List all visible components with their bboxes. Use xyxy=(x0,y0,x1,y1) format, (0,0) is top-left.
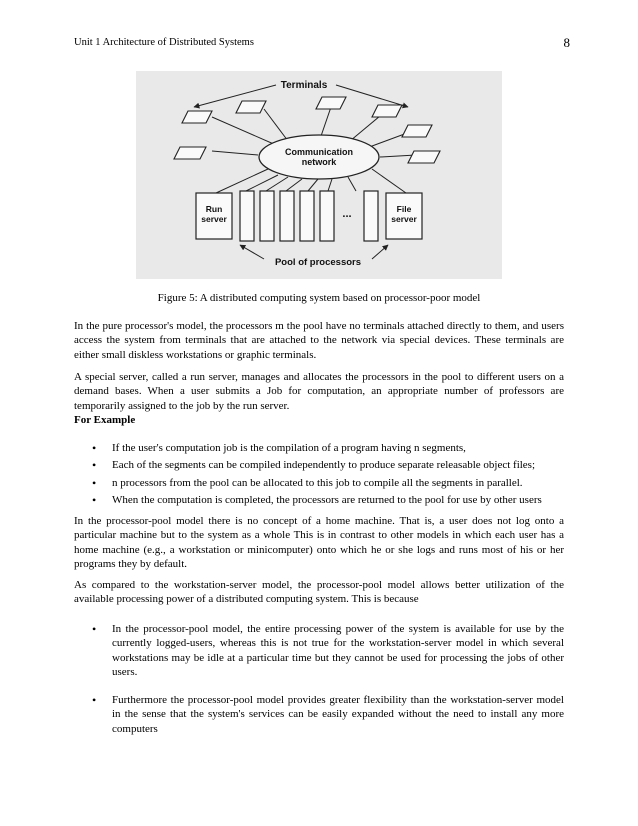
file-server-label-line2: server xyxy=(391,214,417,224)
terminals-arrow-right xyxy=(336,85,408,107)
processor-pool xyxy=(240,191,378,241)
network-label-line2: network xyxy=(301,157,337,167)
example-heading: For Example xyxy=(74,413,136,426)
paragraph-1-block xyxy=(74,319,564,362)
processor-6 xyxy=(364,191,378,241)
page-number: 8 xyxy=(563,35,570,50)
paragraph-4-block xyxy=(74,578,564,607)
run-server-label-line2: server xyxy=(201,214,227,224)
list-item: • In the processor-pool model, the entire processing power of the system is available for use by the currently logged-users, whereas this is not true for the workstation-server model in which several workstations may be idle at a particular time but they cannot be used for processing the jobs of other users. xyxy=(74,622,564,679)
terminal-6 xyxy=(174,147,206,159)
terminal-7 xyxy=(408,151,440,163)
paragraph-2-block xyxy=(74,370,564,427)
terminal-5 xyxy=(402,125,432,137)
example-list-block xyxy=(74,441,564,507)
list-item: • Furthermore the processor-pool model provides greater flexibility than the workstation-server model in the sense that the system's services can be easily expanded without the need to install any more computers xyxy=(74,693,564,736)
list-item: • If the user's computation job is the compilation of a program having n segments, xyxy=(74,441,564,455)
reasons-list xyxy=(74,622,564,736)
pool-arrow-left xyxy=(240,245,264,259)
terminal-3 xyxy=(316,97,346,109)
processor-1 xyxy=(240,191,254,241)
terminal-1 xyxy=(182,111,212,123)
pool-arrow-right xyxy=(372,245,388,259)
list-item: • When the computation is completed, the processors are returned to the pool for use by other users xyxy=(74,493,564,507)
header-title: Unit 1 Architecture of Distributed Systems xyxy=(74,37,254,48)
terminal-2 xyxy=(236,101,266,113)
network-label-line1: Communication xyxy=(284,147,354,157)
reasons-list-block xyxy=(74,622,564,736)
paragraph-2: A special server, called a run server, manages and allocates the processors in the pool to different users on a demand bases. When a user submits a Job for computation, an appropriate number of professors are temporarily assigned to the job by the run server. xyxy=(74,371,564,412)
file-server-label-line1: File xyxy=(396,204,412,214)
paragraph-3: In the processor-pool model there is no concept of a home machine. That is, a user does not log onto a particular machine but to the system as a whole This is in contrast to other models in which each user has a home machine (e.g., a workstation or minicomputer) onto which he or she logs and runs most of his or her programs they by default. xyxy=(74,515,564,570)
processor-4 xyxy=(300,191,314,241)
list-item: • Each of the segments can be compiled independently to produce separate releasable object files; xyxy=(74,458,564,472)
paragraph-4: As compared to the workstation-server model, the processor-pool model allows better utilization of the available processing power of a distributed computing system. This is because xyxy=(74,579,564,606)
figure-caption: Figure 5: A distributed computing system based on processor-poor model xyxy=(157,292,481,304)
paragraph-3-block xyxy=(74,514,564,571)
processor-5 xyxy=(320,191,334,241)
list-item: • n processors from the pool can be allocated to this job to compile all the segments in parallel. xyxy=(74,476,564,490)
example-list xyxy=(74,441,564,507)
terminal-4 xyxy=(372,105,402,117)
network-diagram xyxy=(136,71,502,279)
processor-3 xyxy=(280,191,294,241)
processor-ellipsis: ... xyxy=(342,208,352,220)
paragraph-1: In the pure processor's model, the processors m the pool have no terminals attached directly to them, and users access the system from terminals that are attached to the network via special devices. These terminals are either small diskless workstations or graphic terminals. xyxy=(74,320,564,361)
figure-diagram xyxy=(136,71,502,279)
pool-label: Pool of processors xyxy=(274,257,362,268)
run-server-label-line1: Run xyxy=(205,204,223,214)
page-header xyxy=(74,37,570,53)
processor-2 xyxy=(260,191,274,241)
terminals-label: Terminals xyxy=(280,80,328,91)
